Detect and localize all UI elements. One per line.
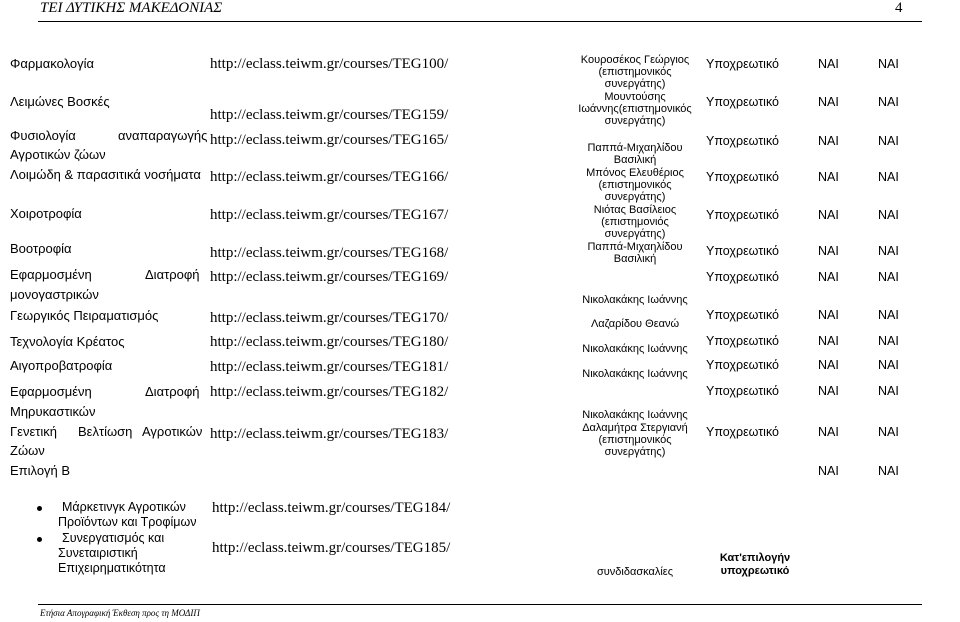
- course-name: Βελτίωση: [78, 424, 133, 439]
- course-name: Μηρυκαστικών: [10, 404, 96, 419]
- course-type: Υποχρεωτικό: [706, 244, 779, 258]
- course-type: Υποχρεωτικό: [706, 134, 779, 148]
- course-name: Αγροτικών: [142, 424, 203, 439]
- col2-value: ΝΑΙ: [878, 95, 899, 109]
- col2-value: ΝΑΙ: [878, 384, 899, 398]
- course-link[interactable]: http://eclass.teiwm.gr/courses/TEG182/: [210, 384, 449, 400]
- col1-value: ΝΑΙ: [818, 208, 839, 222]
- col1-value: ΝΑΙ: [818, 384, 839, 398]
- header-rule: [38, 21, 922, 22]
- col1-value: ΝΑΙ: [818, 334, 839, 348]
- col1-value: ΝΑΙ: [818, 134, 839, 148]
- col2-value: ΝΑΙ: [878, 244, 899, 258]
- course-link[interactable]: http://eclass.teiwm.gr/courses/TEG165/: [210, 132, 449, 148]
- course-type: Υποχρεωτικό: [706, 334, 779, 348]
- col1-value: ΝΑΙ: [818, 358, 839, 372]
- course-name: Εφαρμοσμένη: [10, 267, 92, 282]
- elective-type: Κατ'επιλογήν υποχρεωτικό: [719, 552, 791, 577]
- col2-value: ΝΑΙ: [878, 270, 899, 284]
- course-name: Χοιροτροφία: [10, 206, 82, 221]
- course-type: Υποχρεωτικό: [706, 358, 779, 372]
- page-number: 4: [895, 0, 903, 16]
- instructor: Λαζαρίδου Θεανώ: [590, 318, 680, 330]
- course-name: Γεωργικός Πειραματισμός: [10, 308, 159, 323]
- course-name: Διατροφή: [145, 384, 200, 399]
- course-type: Υποχρεωτικό: [706, 308, 779, 322]
- instructor: Νικολακάκης Ιωάννης: [582, 409, 688, 421]
- course-name: Φυσιολογία: [10, 128, 76, 143]
- col2-value: ΝΑΙ: [878, 334, 899, 348]
- col2-value: ΝΑΙ: [878, 134, 899, 148]
- course-name: Τεχνολογία Κρέατος: [10, 334, 125, 349]
- col1-value: ΝΑΙ: [818, 57, 839, 71]
- course-link[interactable]: http://eclass.teiwm.gr/courses/TEG159/: [210, 107, 449, 123]
- course-name: Διατροφή: [145, 267, 200, 282]
- course-link[interactable]: http://eclass.teiwm.gr/courses/TEG100/: [210, 56, 449, 72]
- course-name: Αιγοπροβατροφία: [10, 358, 113, 373]
- footer-rule: [38, 604, 922, 605]
- elective-course-name: Συνεργατισμός και Συνεταιριστική Επιχειρηματικότητα: [58, 531, 166, 575]
- instructor: Νιότας Βασίλειος (επιστημονιός συνεργάτης): [593, 204, 677, 240]
- instructor: Νικολακάκης Ιωάννης: [582, 294, 688, 306]
- course-name: Επιλογή Β: [10, 463, 71, 478]
- course-type: Υποχρεωτικό: [706, 57, 779, 71]
- course-link[interactable]: http://eclass.teiwm.gr/courses/TEG184/: [212, 500, 451, 516]
- col1-value: ΝΑΙ: [818, 244, 839, 258]
- course-type: Υποχρεωτικό: [706, 270, 779, 284]
- course-name: Λοιμώδη & παρασιτικά νοσήματα: [10, 167, 201, 182]
- bullet-icon: [37, 537, 42, 542]
- course-name: Ζώων: [10, 443, 45, 458]
- course-link[interactable]: http://eclass.teiwm.gr/courses/TEG181/: [210, 359, 449, 375]
- instructor: Κουροσέκος Γεώργιος (επιστημονικός συνεργάτης): [580, 54, 690, 90]
- elective-course-name: Μάρκετινγκ Αγροτικών Προϊόντων και Τροφίμων: [58, 500, 197, 529]
- course-type: Υποχρεωτικό: [706, 95, 779, 109]
- course-link[interactable]: http://eclass.teiwm.gr/courses/TEG185/: [212, 540, 451, 556]
- col2-value: ΝΑΙ: [878, 425, 899, 439]
- col2-value: ΝΑΙ: [878, 208, 899, 222]
- elective-instructor: συνδιδασκαλίες: [596, 566, 674, 578]
- course-link[interactable]: http://eclass.teiwm.gr/courses/TEG166/: [210, 169, 449, 185]
- course-name: αναπαραγωγής: [118, 128, 208, 143]
- col1-value: ΝΑΙ: [818, 95, 839, 109]
- document-header-title: ΤΕΙ ΔΥΤΙΚΗΣ ΜΑΚΕΔΟΝΙΑΣ: [40, 0, 223, 16]
- course-link[interactable]: http://eclass.teiwm.gr/courses/TEG180/: [210, 334, 449, 350]
- course-name: Βοοτροφία: [10, 241, 72, 256]
- instructor: Παππά-Μιχαηλίδου Βασιλική: [587, 241, 683, 265]
- course-link[interactable]: http://eclass.teiwm.gr/courses/TEG170/: [210, 310, 449, 326]
- course-name: μονογαστρικών: [10, 287, 99, 302]
- course-type: Υποχρεωτικό: [706, 208, 779, 222]
- bullet-icon: [37, 506, 42, 511]
- instructor: Μουντούσης Ιωάννης(επιστημονικός συνεργάτης): [578, 91, 692, 127]
- course-type: Υποχρεωτικό: [706, 425, 779, 439]
- col1-value: ΝΑΙ: [818, 270, 839, 284]
- course-name: Λειμώνες Βοσκές: [10, 94, 110, 109]
- course-name: Εφαρμοσμένη: [10, 384, 92, 399]
- col1-value: ΝΑΙ: [818, 425, 839, 439]
- course-type: Υποχρεωτικό: [706, 170, 779, 184]
- col1-value: ΝΑΙ: [818, 170, 839, 184]
- instructor: Μπόνος Ελευθέριος (επιστημονικός συνεργάτης): [586, 167, 684, 203]
- course-link[interactable]: http://eclass.teiwm.gr/courses/TEG183/: [210, 426, 449, 442]
- instructor: Παππά-Μιχαηλίδου Βασιλική: [587, 142, 683, 166]
- course-link[interactable]: http://eclass.teiwm.gr/courses/TEG168/: [210, 245, 449, 261]
- col2-value: ΝΑΙ: [878, 308, 899, 322]
- col1-value: ΝΑΙ: [818, 464, 839, 478]
- footer-text: Ετήσια Απογραφική Έκθεση προς τη ΜΟΔΙΠ: [40, 608, 200, 618]
- instructor: Δαλαμήτρα Στεργιανή (επιστημονικός συνεργάτης): [582, 422, 688, 458]
- course-type: Υποχρεωτικό: [706, 384, 779, 398]
- course-name: Φαρμακολογία: [10, 56, 95, 71]
- instructor: Νικολακάκης Ιωάννης: [582, 343, 688, 355]
- col2-value: ΝΑΙ: [878, 358, 899, 372]
- col1-value: ΝΑΙ: [818, 308, 839, 322]
- course-name: Αγροτικών ζώων: [10, 147, 106, 162]
- instructor: Νικολακάκης Ιωάννης: [582, 368, 688, 380]
- course-link[interactable]: http://eclass.teiwm.gr/courses/TEG169/: [210, 269, 449, 285]
- col2-value: ΝΑΙ: [878, 464, 899, 478]
- course-name: Γενετική: [10, 424, 58, 439]
- col2-value: ΝΑΙ: [878, 57, 899, 71]
- course-link[interactable]: http://eclass.teiwm.gr/courses/TEG167/: [210, 207, 449, 223]
- col2-value: ΝΑΙ: [878, 170, 899, 184]
